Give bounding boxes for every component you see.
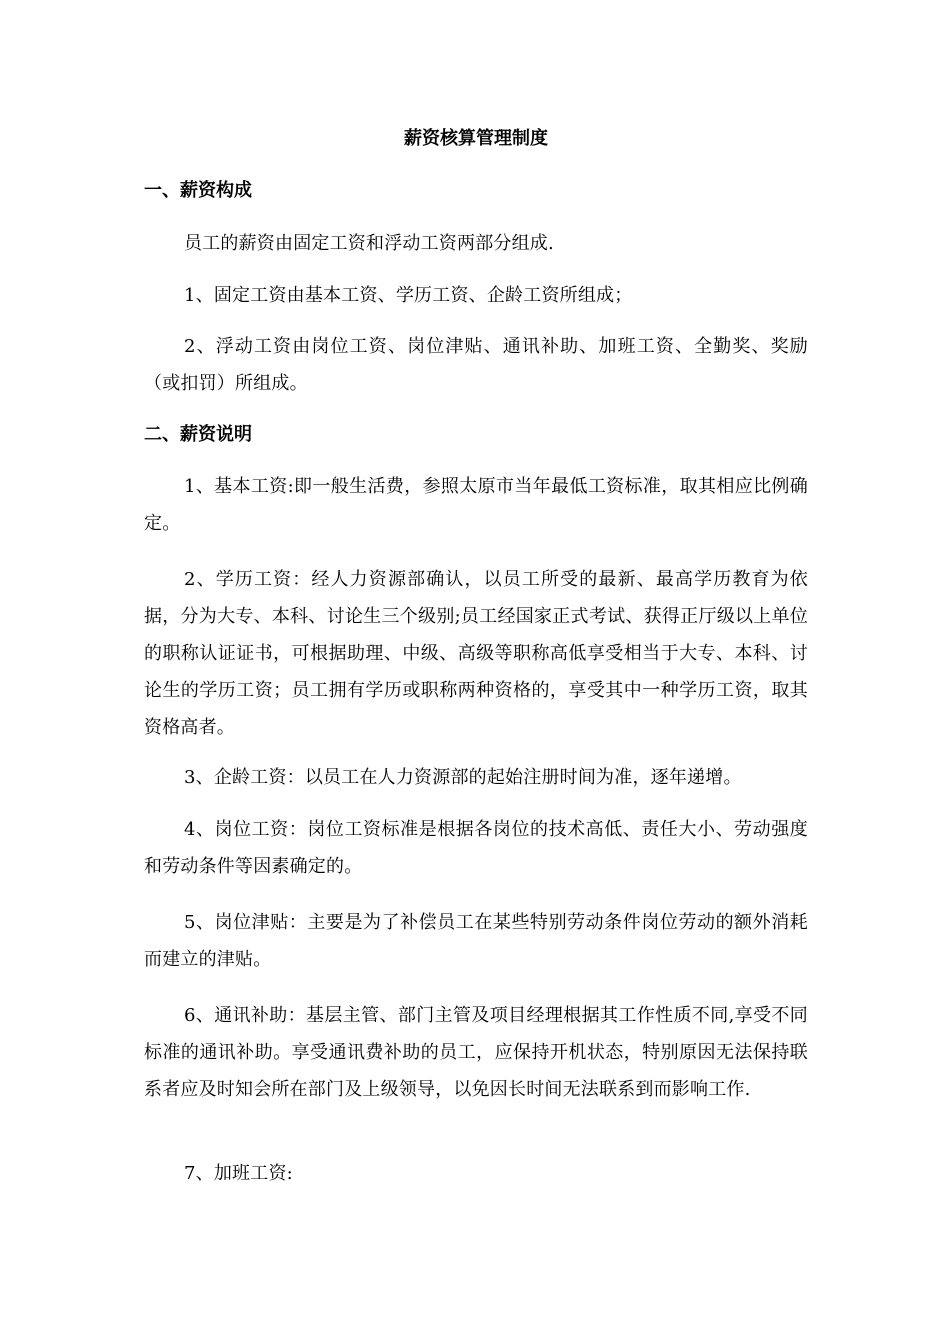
document-title: 薪资核算管理制度	[404, 128, 548, 149]
paragraph: 6、通讯补助：基层主管、部门主管及项目经理根据其工作性质不同,享受不同标准的通讯补助。享受通讯费补助的员工，应保持开机状态，特别原因无法保持联系者应及时知会所在部门及上级领导，以免因长时间无法联系到而影响工作.	[144, 1005, 808, 1100]
section-heading-salary-explanation: 二、薪资说明	[144, 424, 252, 445]
paragraph: 3、企龄工资：以员工在人力资源部的起始注册时间为准，逐年递增。	[184, 767, 742, 788]
paragraph: 员工的薪资由固定工资和浮动工资两部分组成.	[184, 233, 554, 254]
paragraph: 2、学历工资：经人力资源部确认，以员工所受的最新、最高学历教育为依据，分为大专、本科、讨论生三个级别;员工经国家正式考试、获得正厅级以上单位的职称认证证书，可根据助理、中级、高级等职称高低享受相当于大专、本科、讨论生的学历工资；员工拥有学历或职称两种资格的，享受其中一种学历工资，取其资格高者。	[144, 569, 808, 738]
paragraph: 5、岗位津贴：主要是为了补偿员工在某些特别劳动条件岗位劳动的额外消耗而建立的津贴。	[144, 912, 808, 970]
section-heading-salary-composition: 一、薪资构成	[144, 180, 252, 201]
paragraph: 4、岗位工资：岗位工资标准是根据各岗位的技术高低、责任大小、劳动强度和劳动条件等因素确定的。	[144, 819, 808, 877]
paragraph: 2、浮动工资由岗位工资、岗位津贴、通讯补助、加班工资、全勤奖、奖励（或扣罚）所组成。	[144, 336, 808, 394]
paragraph: 1、基本工资:即一般生活费，参照太原市当年最低工资标准，取其相应比例确定。	[144, 476, 808, 534]
paragraph: 7、加班工资:	[184, 1163, 293, 1184]
paragraph: 1、固定工资由基本工资、学历工资、企龄工资所组成；	[184, 285, 633, 306]
